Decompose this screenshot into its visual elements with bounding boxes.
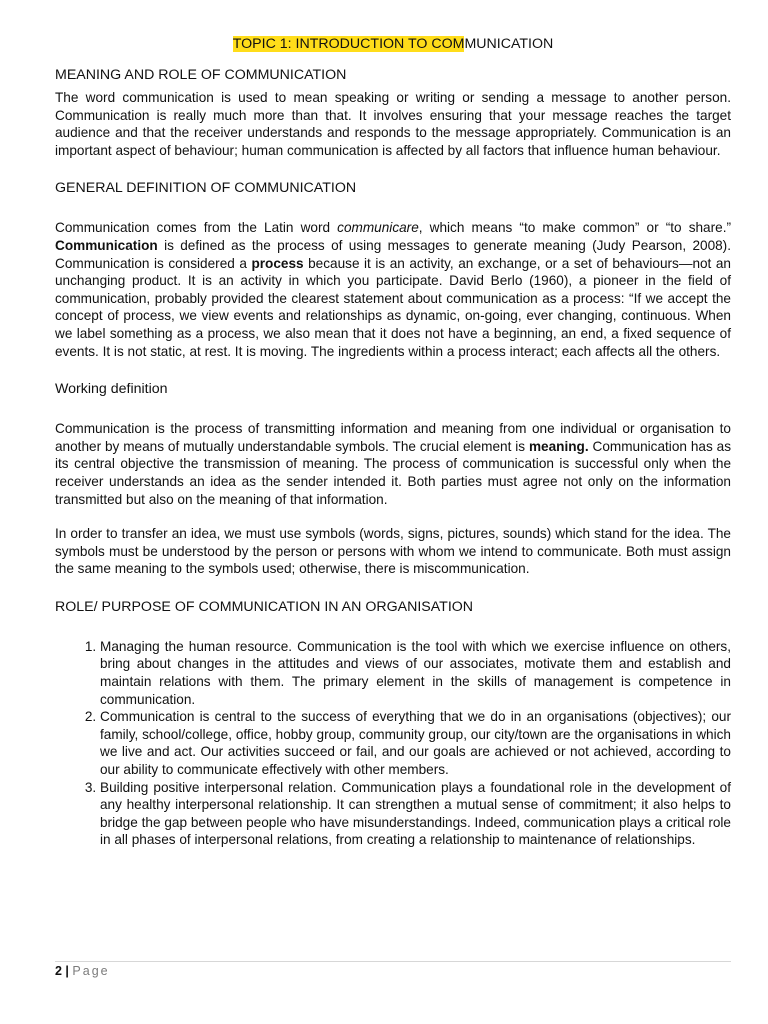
section-heading-meaning: MEANING AND ROLE OF COMMUNICATION	[55, 67, 347, 83]
page-footer	[55, 961, 731, 978]
paragraph-general-definition: Communication comes from the Latin word communicare, which means “to make common” or “to share.” Communication is defined as the process of using messages to generate meaning (Judy Pearson, 2008). Communication is considered a process because it is an activity, an exchange, or a set of behaviours—not an unchanging product. It is an activity in which you participate. David Berlo (1960), a pioneer in the field of communication, probably provided the clearest statement about communication as a process: “If we accept the concept of process, we view events and relationships as dynamic, on-going, ever changing, continuous. When we label something as a process, we also mean that it does not have a beginning, an end, a fixed sequence of events. It is not static, at rest. It is moving. The ingredients within a process interact; each affects all the others.	[55, 220, 731, 359]
page-title	[55, 34, 731, 54]
document-page	[55, 34, 731, 849]
section-heading-working-definition: Working definition	[55, 381, 168, 398]
page-separator: |	[61, 964, 73, 978]
section-heading-role-purpose: ROLE/ PURPOSE OF COMMUNICATION IN AN ORGANISATION	[55, 598, 474, 615]
role-list	[55, 638, 731, 849]
paragraph-working-definition: Communication is the process of transmitting information and meaning from one individual or organisation to another by means of mutually understandable symbols. The crucial element is meaning. Communication has as its central objective the transmission of meaning. The process of communication is successful only when the receiver understands an idea as the sender intended it. Both parties must agree not only on the information transmitted but also on the meaning of that information.	[55, 421, 731, 507]
latin-word: communicare	[337, 220, 419, 236]
page-number: 2	[55, 964, 62, 978]
term-communication: Communication	[55, 237, 158, 253]
list-item: 2. Communication is central to the success of everything that we do in an organisations (objectives); our family, school/college, office, hobby group, community group, our city/town are the organisations in which we live and act. Our activities succeed or fail, and our goals are achieved or not achieved, according to our ability to communicate effectively with other members.	[100, 708, 731, 778]
page-label: Page	[72, 964, 110, 978]
list-item: 1. Managing the human resource. Communication is the tool with which we exercise influence on others, bring about changes in the attitudes and views of our associates, motivate them and establish and maintain relations with them. The primary element in the skills of management is competence in communication.	[100, 638, 731, 708]
title-rest: MUNICATION	[464, 36, 554, 52]
list-item: 3. Building positive interpersonal relation. Communication plays a foundational role in the development of any healthy interpersonal relationship. It can strengthen a mutual sense of commitment; it also helps to bridge the gap between people who have misunderstandings. Indeed, communication plays a critical role in all phases of interpersonal relations, from creating a relationship to maintenance of relationships.	[100, 779, 731, 849]
term-process: process	[251, 255, 304, 271]
paragraph-meaning: The word communication is used to mean speaking or writing or sending a message to another person. Communication is really much more than that. It involves ensuring that your message reaches the target audience and that the receiver understands and responds to the message appropriately. Communication is an important aspect of behaviour; human communication is affected by all factors that influence human behaviour.	[55, 90, 731, 158]
term-meaning: meaning.	[528, 438, 589, 454]
paragraph-symbols: In order to transfer an idea, we must use symbols (words, signs, pictures, sounds) which stand for the idea. The symbols must be understood by the person or persons with whom we intend to communicate. Both must assign the same meaning to the symbols used; otherwise, there is miscommunication.	[55, 526, 731, 577]
section-heading-general-definition: GENERAL DEFINITION OF COMMUNICATION	[55, 180, 357, 197]
title-highlighted: TOPIC 1: INTRODUCTION TO COM	[232, 36, 465, 52]
